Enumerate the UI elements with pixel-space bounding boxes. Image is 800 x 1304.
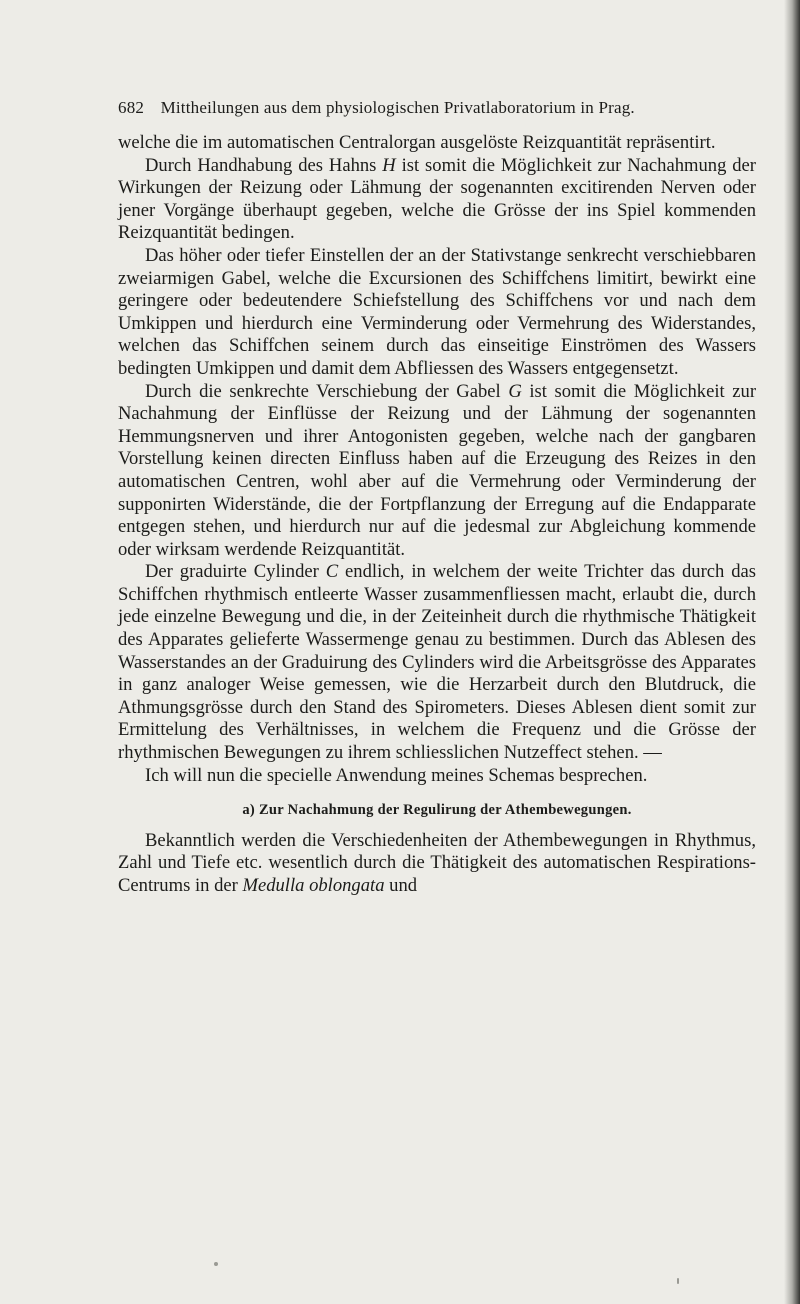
text-run: und: [384, 875, 418, 896]
paragraph: [118, 830, 756, 898]
paragraph: [118, 245, 756, 381]
page-number: 682: [118, 98, 145, 117]
paper-speck: [677, 1278, 679, 1284]
paragraph: [118, 765, 756, 788]
italic-term: G: [508, 380, 522, 402]
body-text: [118, 132, 756, 898]
italic-term: Medulla oblongata: [242, 875, 385, 896]
text-run: ist somit die Möglichkeit zur Nachahmung der Einflüsse der Reizung und der Lähmung der sogenannten Hemmungsnerven und ihrer Antogonisten gegeben, welche nach der gangbaren Vorstellung keinen directen Einfluss haben auf die Erzeugung des Reizes in den automatischen Centren, wohl aber auf die Vermehrung oder Verminderung der supponirten Widerstände, die der Fortpflanzung der Erregung auf die Endapparate entgegen stehen, und hierdurch nur auf die jedesmal zur Abgleichung kommende oder wirksam werdende Reizquantität.: [118, 380, 757, 560]
section-heading: a) Zur Nachahmung der Regulirung der Athembewegungen.: [242, 802, 632, 819]
paragraph: [118, 155, 756, 245]
text-run: Durch die senkrechte Verschiebung der Gabel: [145, 380, 509, 402]
paragraphs-before-heading: [118, 132, 756, 787]
paper-speck: [214, 1262, 218, 1266]
text-run: Der graduirte Cylinder: [145, 561, 326, 583]
text-run: Durch Handhabung des Hahns: [145, 154, 383, 176]
running-title: Mittheilungen aus dem physiologischen Privatlaboratorium in Prag.: [160, 98, 635, 117]
italic-term: C: [325, 561, 339, 583]
paragraph: [118, 381, 756, 562]
paragraphs-after-heading: [118, 830, 756, 898]
text-run: Bekanntlich werden die Verschiedenheiten der Athembewegungen in Rhythmus, Zahl und Tiefe etc. wesentlich durch die Thätigkeit des automatischen Respirations-Centrums in der: [118, 829, 756, 896]
text-run: Ich will nun die specielle Anwendung meines Schemas besprechen.: [145, 764, 648, 786]
paragraph: [118, 132, 756, 155]
text-run: Das höher oder tiefer Einstellen der an der Stativstange senkrecht verschiebbaren zweiarmigen Gabel, welche die Excursionen des Schiffchens limitirt, bewirkt eine geringere oder bedeutendere Schiefstellung des Schiffchens vor und nach dem Umkippen und hierdurch eine Verminderung oder Vermehrung des Widerstandes, welchen das Schiffchen seinem durch das einseitige Einströmen des Wassers bedingten Umkippen und damit dem Abfliessen des Wassers entgegensetzt.: [118, 244, 756, 379]
text-run: ist somit die Möglichkeit zur Nachahmung der Wirkungen der Reizung oder Lähmung der sogenannten excitirenden Nerven oder jener Vorgänge überhaupt gegeben, welche die Grösse der ins Spiel kommenden Reizquantität bedingen.: [118, 154, 757, 244]
running-header: [118, 98, 718, 118]
text-run: endlich, in welchem der weite Trichter das durch das Schiffchen rhythmisch entleerte Wasser zusammenfliessen macht, erlaubt die, durch jede einzelne Bewegung und die, in der Zeiteinheit durch die rhythmische Thätigkeit des Apparates gelieferte Wassermenge genau zu bestimmen. Durch das Ablesen des Wasserstandes an der Graduirung des Cylinders wird die Arbeitsgrösse des Apparates in ganz analoger Weise gemessen, wie die Herzarbeit durch den Blutdruck, die Athmungsgrösse durch den Stand des Spirometers. Dieses Ablesen dient somit zur Ermittelung des Verhältnisses, in welchem die Frequenz und die Grösse der rhythmischen Bewegungen zu ihrem schliesslichen Nutzeffect stehen. —: [118, 561, 756, 764]
text-run: welche die im automatischen Centralorgan ausgelöste Reizquantität repräsentirt.: [118, 132, 716, 153]
page-edge-shadow: [784, 0, 800, 1304]
italic-term: H: [382, 154, 396, 176]
paragraph: [118, 561, 756, 764]
